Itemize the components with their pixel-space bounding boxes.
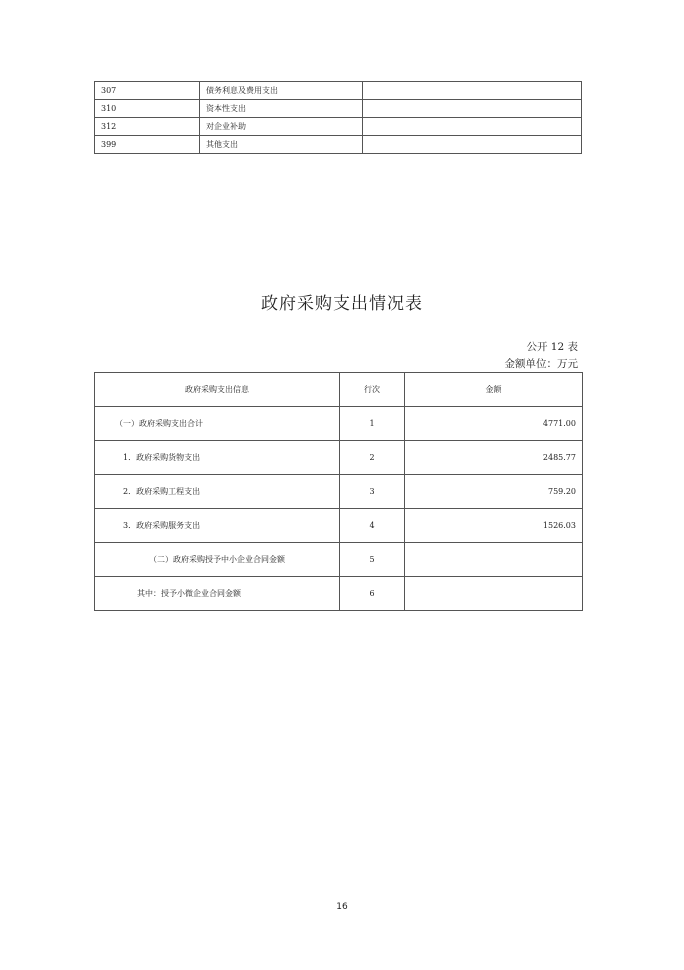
- row-number: 2: [340, 441, 405, 475]
- table-row: [95, 577, 583, 611]
- row-amount: 1526.03: [405, 509, 583, 543]
- row-number: 1: [340, 407, 405, 441]
- header-info: 政府采购支出信息: [95, 373, 340, 407]
- row-amount: 2485.77: [405, 441, 583, 475]
- row-number: 4: [340, 509, 405, 543]
- page-number: 16: [336, 902, 348, 912]
- category-value: [363, 118, 582, 136]
- category-name: 对企业补助: [200, 118, 363, 136]
- row-label: 3．政府采购服务支出: [95, 509, 340, 543]
- category-name: 债务利息及费用支出: [200, 82, 363, 100]
- amount-unit: 金额单位：万元: [504, 358, 578, 370]
- category-value: [363, 100, 582, 118]
- category-name: 资本性支出: [200, 100, 363, 118]
- table-row: [95, 136, 582, 154]
- row-number: 5: [340, 543, 405, 577]
- table-row: [95, 509, 583, 543]
- header-row-number: 行次: [340, 373, 405, 407]
- table-row: [95, 475, 583, 509]
- row-label: 1．政府采购货物支出: [95, 441, 340, 475]
- expenditure-category-table: [94, 81, 582, 154]
- category-value: [363, 82, 582, 100]
- category-code: 310: [95, 100, 200, 118]
- category-code: 307: [95, 82, 200, 100]
- row-number: 3: [340, 475, 405, 509]
- table-row: [95, 82, 582, 100]
- page-title: 政府采购支出情况表: [261, 294, 423, 314]
- table-row: [95, 100, 582, 118]
- table-row: [95, 118, 582, 136]
- category-name: 其他支出: [200, 136, 363, 154]
- category-value: [363, 136, 582, 154]
- category-code: 312: [95, 118, 200, 136]
- row-number: 6: [340, 577, 405, 611]
- row-label: （二）政府采购授予中小企业合同金额: [95, 543, 340, 577]
- table-row: [95, 441, 583, 475]
- row-amount: 4771.00: [405, 407, 583, 441]
- table-row: [95, 407, 583, 441]
- procurement-table: [94, 372, 583, 611]
- row-amount: 759.20: [405, 475, 583, 509]
- header-amount: 金额: [405, 373, 583, 407]
- table-row: [95, 543, 583, 577]
- row-label: （一）政府采购支出合计: [95, 407, 340, 441]
- row-label: 其中：授予小微企业合同金额: [95, 577, 340, 611]
- category-code: 399: [95, 136, 200, 154]
- table-header-row: [95, 373, 583, 407]
- table-code: 公开 12 表: [526, 341, 578, 353]
- row-label: 2．政府采购工程支出: [95, 475, 340, 509]
- row-amount: [405, 543, 583, 577]
- row-amount: [405, 577, 583, 611]
